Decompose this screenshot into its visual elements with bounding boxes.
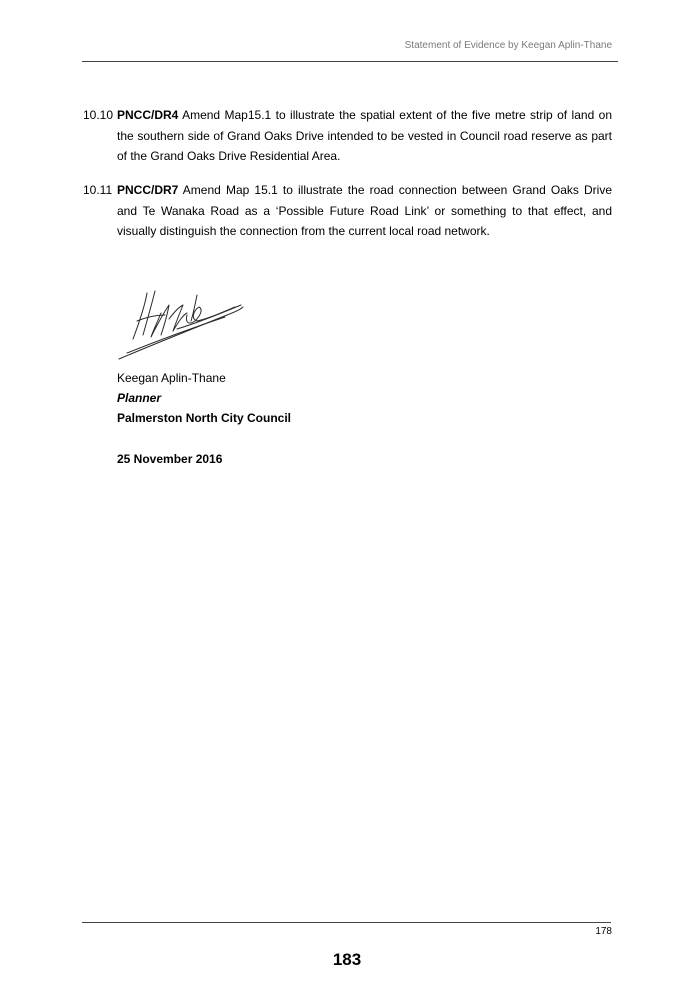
paragraph-10-11 [83,180,612,242]
paragraph-body [117,180,612,242]
signature-date: 25 November 2016 [117,452,223,466]
paragraph-number: 10.10 [83,108,114,122]
document-page-number: 178 [595,926,612,937]
handwritten-signature [117,285,247,363]
paragraph-10-10 [83,105,612,167]
paragraph-number: 10.11 [83,183,113,197]
recommendation-code: PNCC/DR4 [117,108,179,122]
recommendation-code: PNCC/DR7 [117,183,179,197]
signatory-organisation: Palmerston North City Council [117,411,292,425]
footer-divider [82,922,611,923]
header-divider [82,61,618,62]
signatory-name: Keegan Aplin-Thane [117,371,226,385]
paragraph-text: Amend Map15.1 to illustrate the spatial extent of the five metre strip of land on the southern side of Grand Oaks Drive intended to be vested in Council road reserve as part of the Grand Oaks Drive Residential Area. [117,108,612,163]
agenda-page-number: 183 [332,950,362,969]
signatory-role: Planner [117,391,162,405]
paragraph-body [117,105,612,167]
running-header: Statement of Evidence by Keegan Aplin-Thane [404,40,612,51]
paragraph-text: Amend Map 15.1 to illustrate the road connection between Grand Oaks Drive and Te Wanaka Road as a ‘Possible Future Road Link’ or something to that effect, and visually distinguish the connection from the current local road network. [117,183,612,238]
